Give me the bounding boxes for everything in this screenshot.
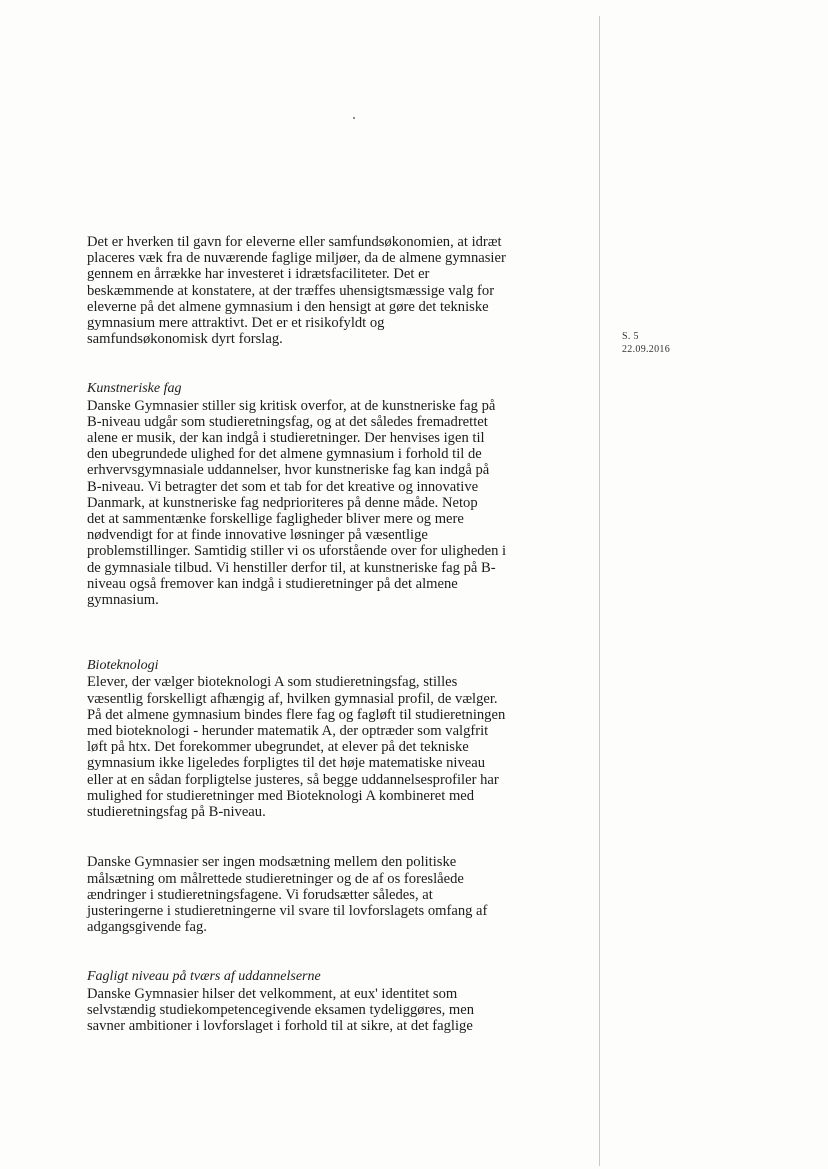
paragraph-line: de gymnasiale tilbud. Vi henstiller derfor til, at kunstneriske fag på B- bbox=[87, 559, 496, 576]
intro-line: samfundsøkonomisk dyrt forslag. bbox=[87, 331, 283, 348]
paragraph-line: gymnasium ikke ligeledes forpligtes til det høje matematiske niveau bbox=[87, 755, 485, 772]
paragraph-line: væsentlig forskelligt afhængig af, hvilken gymnasial profil, de vælger. bbox=[87, 690, 498, 707]
paragraph-line: gymnasium. bbox=[87, 592, 159, 609]
paragraph-line: med bioteknologi - herunder matematik A, der optræder som valgfrit bbox=[87, 723, 489, 740]
paragraph-line: niveau også fremover kan indgå i studieretninger på det almene bbox=[87, 575, 458, 592]
paragraph-line: målsætning om målrettede studieretninger og de af os foreslåede bbox=[87, 870, 464, 887]
page-sidenote bbox=[622, 330, 670, 356]
fagligt-niveau-section bbox=[87, 969, 577, 1034]
section-heading: Fagligt niveau på tværs af uddannelserne bbox=[87, 969, 321, 985]
paragraph-line: mulighed for studieretninger med Bioteknologi A kombineret med bbox=[87, 787, 475, 804]
paragraph-line: nødvendigt for at finde innovative løsninger på væsentlige bbox=[87, 527, 428, 544]
politik-section bbox=[87, 854, 577, 935]
paragraph-line: Danske Gymnasier ser ingen modsætning mellem den politiske bbox=[87, 854, 457, 871]
paragraph-line: savner ambitioner i lovforslaget i forhold til at sikre, at det faglige bbox=[87, 1017, 473, 1034]
bioteknologi-section bbox=[87, 658, 577, 820]
paragraph-line: selvstændig studiekompetencegivende eksamen tydeliggøres, men bbox=[87, 1001, 475, 1018]
section-heading: Kunstneriske fag bbox=[87, 381, 182, 397]
paragraph-line: adgangsgivende fag. bbox=[87, 919, 207, 936]
paragraph-line: B-niveau. Vi betragter det som et tab for det kreative og innovative bbox=[87, 478, 479, 495]
paragraph-line: Danske Gymnasier stiller sig kritisk overfor, at de kunstneriske fag på bbox=[87, 397, 496, 414]
paragraph-line: erhvervsgymnasiale uddannelser, hvor kunstneriske fag kan indgå på bbox=[87, 462, 490, 479]
paragraph-line: justeringerne i studieretningerne vil svare til lovforslagets omfang af bbox=[87, 902, 488, 919]
paragraph-line: studieretningsfag på B-niveau. bbox=[87, 804, 266, 821]
intro-section bbox=[87, 234, 577, 347]
intro-line: beskæmmende at konstatere, at der træffes uhensigtsmæssige valg for bbox=[87, 282, 495, 299]
paragraph-line: B-niveau udgår som studieretningsfag, og at det således fremadrettet bbox=[87, 413, 488, 430]
intro-line: Det er hverken til gavn for eleverne eller samfundsøkonomien, at idræt bbox=[87, 234, 502, 250]
paragraph-line: Danske Gymnasier hilser det velkomment, at eux' identitet som bbox=[87, 985, 458, 1002]
kunstneriske-fag-section bbox=[87, 381, 577, 608]
paragraph-line: den ubegrundede ulighed for det almene gymnasium i forhold til de bbox=[87, 446, 482, 463]
intro-line: gennem en årrække har investeret i idrætsfaciliteter. Det er bbox=[87, 266, 430, 283]
document-date: 22.09.2016 bbox=[622, 344, 670, 355]
paragraph-line: alene er musik, der kan indgå i studieretninger. Der henvises igen til bbox=[87, 430, 485, 447]
paragraph-line: problemstillinger. Samtidig stiller vi os uforstående over for uligheden i bbox=[87, 543, 507, 560]
paragraph-line: Danmark, at kunstneriske fag nedprioriteres på denne måde. Netop bbox=[87, 494, 478, 511]
paragraph-line: På det almene gymnasium bindes flere fag og fagløft til studieretningen bbox=[87, 706, 506, 723]
intro-line: gymnasium mere attraktivt. Det er et risikofyldt og bbox=[87, 315, 385, 332]
margin-rule bbox=[599, 16, 600, 1166]
paragraph-line: eller at en sådan forpligtelse justeres, så begge uddannelsesprofiler har bbox=[87, 771, 499, 788]
paragraph-line: Elever, der vælger bioteknologi A som studieretningsfag, stilles bbox=[87, 674, 458, 691]
intro-line: placeres væk fra de nuværende faglige miljøer, da de almene gymnasier bbox=[87, 250, 506, 267]
scan-speck bbox=[353, 117, 355, 119]
page-number: S. 5 bbox=[622, 331, 639, 342]
paragraph-line: ændringer i studieretningsfagene. Vi forudsætter således, at bbox=[87, 886, 433, 903]
intro-line: eleverne på det almene gymnasium i den hensigt at gøre det tekniske bbox=[87, 298, 489, 315]
paragraph-line: løft på htx. Det forekommer ubegrundet, at elever på det tekniske bbox=[87, 739, 469, 756]
section-heading: Bioteknologi bbox=[87, 658, 159, 674]
paragraph-line: det at sammentænke forskellige fagligheder bliver mere og mere bbox=[87, 511, 464, 528]
body-text bbox=[87, 234, 577, 1034]
